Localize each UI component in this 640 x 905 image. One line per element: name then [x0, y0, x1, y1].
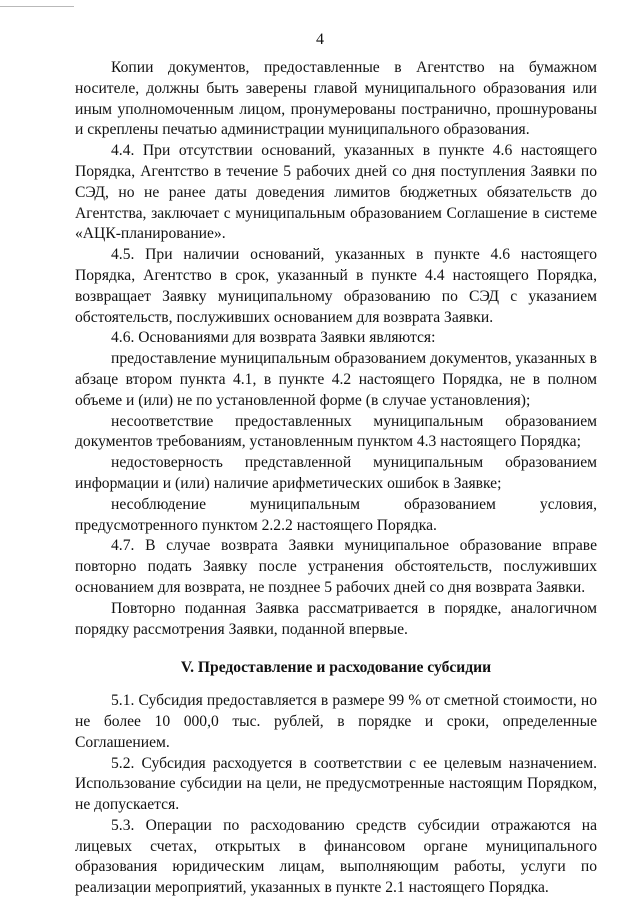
paragraph-resubmission: Повторно поданная Заявка рассматривается в порядке, аналогичном порядку рассмотрения Заявки, поданной впервые.: [75, 599, 597, 638]
paragraph-4-7: 4.7. В случае возврата Заявки муниципальное образование вправе повторно подать Заявку после устранения обстоятельств, послуживших основанием для возврата, не позднее 5 рабочих дней со дня возврата Заявки.: [75, 537, 597, 596]
document-body: [75, 58, 597, 899]
paragraph-reason-3: недостоверность представленной муниципальным образованием информации и (или) наличие арифметических ошибок в Заявке;: [75, 454, 597, 492]
paragraph-5-3: 5.3. Операции по расходованию средств субсидии отражаются на лицевых счетах, открытых в финансовом органе муниципального образования юридическим лицам, выполняющим работы, услуги по реализации мероприятий, указанных в пункте 2.1 настоящего Порядка.: [75, 816, 597, 897]
paragraph-5-1: 5.1. Субсидия предоставляется в размере 99 % от сметной стоимости, но не более 10 000,0 тыс. рублей, в порядке и сроки, определенные Соглашением.: [75, 692, 597, 751]
paragraph-reason-4: несоблюдение муниципальным образованием условия, предусмотренного пунктом 2.2.2 настоящего Порядка.: [75, 495, 597, 534]
paragraph-4-4: 4.4. При отсутствии оснований, указанных в пункте 4.6 настоящего Порядка, Агентство в течение 5 рабочих дней со дня поступления Заявки по СЭД, но не ранее даты доведения лимитов бюджетных обязательств до Агентства, заключает с муниципальным образованием Соглашение в системе «АЦК-планирование».: [75, 142, 597, 243]
paragraph-reason-2: несоответствие предоставленных муниципальным образованием документов требованиям, установленным пунктом 4.3 настоящего Порядка;: [75, 412, 597, 451]
section-heading: V. Предоставление и расходование субсидии: [180, 659, 492, 677]
scan-edge-mark: [0, 0, 74, 7]
paragraph-5-2: 5.2. Субсидия расходуется в соответствии с ее целевым назначением. Использование субсидии на цели, не предусмотренные настоящим Порядком, не допускается.: [75, 754, 597, 814]
paragraph-reason-1: предоставление муниципальным образованием документов, указанных в абзаце втором пункта 4.1, в пункте 4.2 настоящего Порядка, не в полном объеме и (или) не по установленной форме (в случае установления);: [75, 350, 597, 409]
paragraph-4-6: 4.6. Основаниями для возврата Заявки являются:: [111, 329, 436, 347]
paragraph-4-5: 4.5. При наличии оснований, указанных в пункте 4.6 настоящего Порядка, Агентство в срок, указанный в пункте 4.4 настоящего Порядка, возвращает Заявку муниципальному образованию по СЭД с указанием обстоятельств, послуживших основанием для возврата Заявки.: [75, 246, 597, 326]
paragraph-copies: Копии документов, предоставленные в Агентство на бумажном носителе, должны быть заверены главой муниципального образования или иным уполномоченным лицом, пронумерованы постранично, прошнурованы и скреплены печатью администрации муниципального образования.: [75, 59, 597, 139]
page-number: 4: [316, 31, 324, 48]
